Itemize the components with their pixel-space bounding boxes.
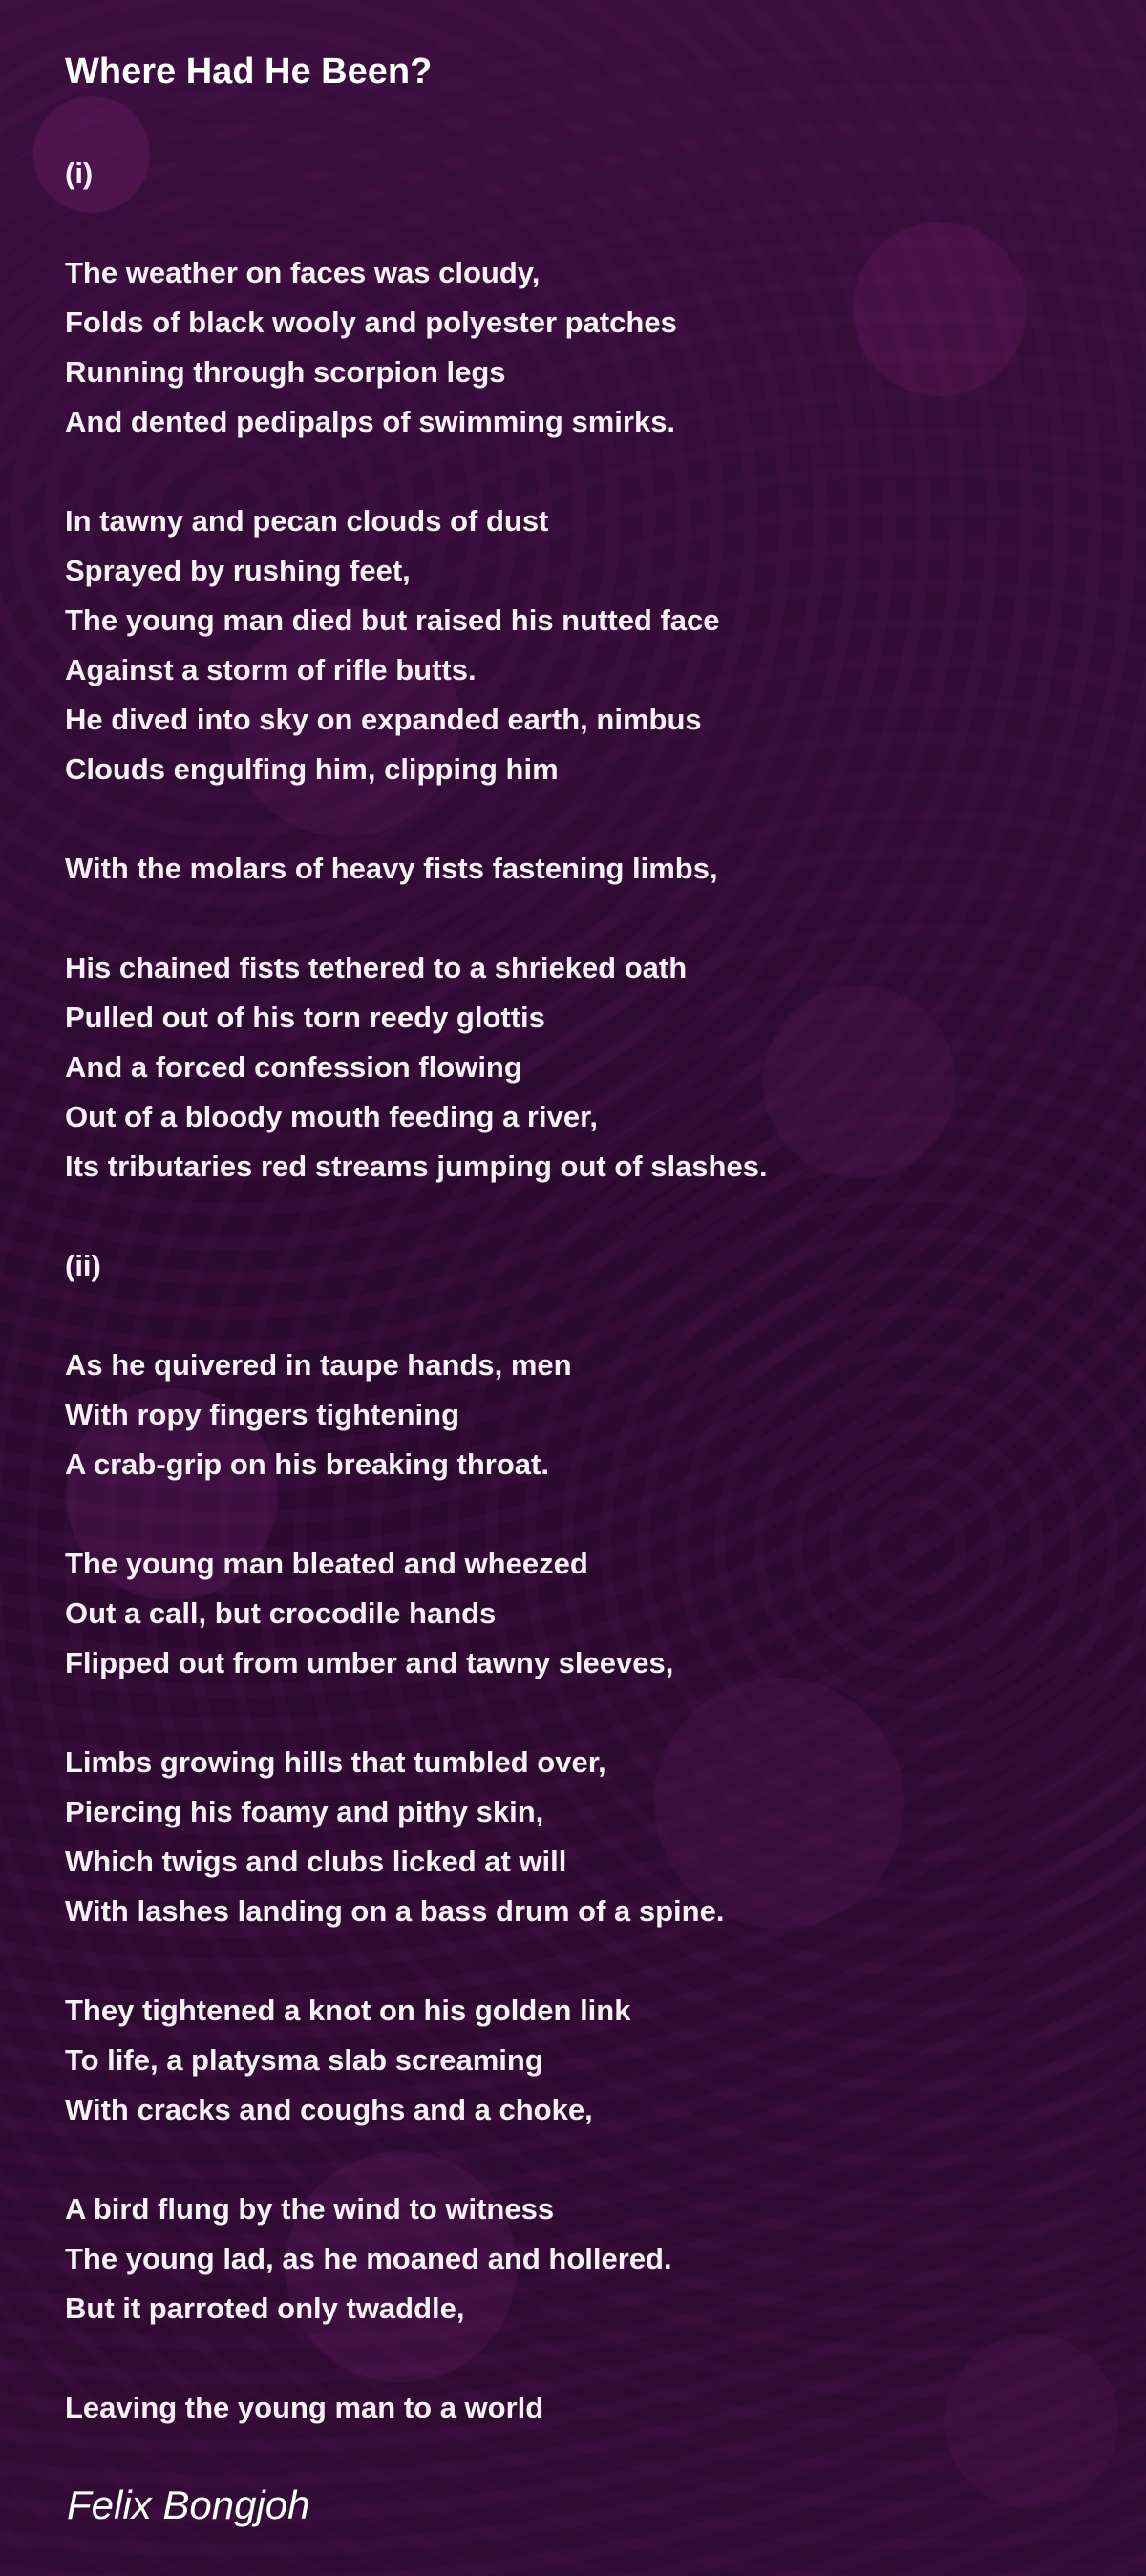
poem-line: Out of a bloody mouth feeding a river, — [65, 1100, 599, 1133]
stanza-break — [65, 199, 1115, 248]
poem-line: Out a call, but crocodile hands — [65, 1596, 497, 1630]
poem-line: Its tributaries red streams jumping out of slashes. — [65, 1150, 768, 1183]
poem-line: Leaving the young man to a world — [65, 2391, 544, 2424]
poem-line: The young lad, as he moaned and hollered. — [65, 2242, 672, 2275]
stanza-break — [65, 1192, 1115, 1241]
poem-line: With the molars of heavy fists fastening limbs, — [65, 852, 718, 885]
poem-line: They tightened a knot on his golden link — [65, 1994, 631, 2027]
poem-line: Folds of black wooly and polyester patches — [65, 306, 677, 339]
stanza-break — [65, 1489, 1115, 1539]
poem-line: A bird flung by the wind to witness — [65, 2192, 555, 2226]
poem-line: Limbs growing hills that tumbled over, — [65, 1745, 606, 1779]
stanza-break — [65, 2135, 1115, 2185]
poem-line: In tawny and pecan clouds of dust — [65, 504, 549, 538]
poem-line: The young man died but raised his nutted face — [65, 603, 720, 637]
stanza-break — [65, 1291, 1115, 1341]
poem-author: Felix Bongjoh — [67, 2482, 310, 2527]
poem-body — [65, 149, 1115, 2433]
poem-line: The young man bleated and wheezed — [65, 1547, 588, 1580]
poem-line: Pulled out of his torn reedy glottis — [65, 1001, 545, 1034]
poem-line: The weather on faces was cloudy, — [65, 256, 541, 289]
poem-line: His chained fists tethered to a shrieked oath — [65, 951, 688, 984]
poem-line: (ii) — [65, 1249, 101, 1282]
stanza-break — [65, 794, 1115, 844]
stanza-break — [65, 1936, 1115, 1986]
poem-line: A crab-grip on his breaking throat. — [65, 1447, 549, 1481]
poem-line: With cracks and coughs and a choke, — [65, 2093, 593, 2126]
poem-line: Against a storm of rifle butts. — [65, 653, 477, 686]
poem-line: He dived into sky on expanded earth, nimbus — [65, 703, 702, 736]
poem-line: Which twigs and clubs licked at will — [65, 1845, 567, 1878]
stanza-break — [65, 447, 1115, 496]
poem-line: To life, a platysma slab screaming — [65, 2043, 543, 2077]
poem-line: Piercing his foamy and pithy skin, — [65, 1795, 544, 1828]
poem-line: And a forced confession flowing — [65, 1050, 522, 1084]
poem-line: (i) — [65, 157, 94, 190]
poem-line: Clouds engulfing him, clipping him — [65, 752, 559, 786]
poem-line: Running through scorpion legs — [65, 355, 506, 389]
stanza-break — [65, 894, 1115, 943]
poem-line: And dented pedipalps of swimming smirks. — [65, 405, 676, 438]
poem-line: Sprayed by rushing feet, — [65, 554, 411, 587]
stanza-break — [65, 2333, 1115, 2383]
poem-line: As he quivered in taupe hands, men — [65, 1348, 572, 1382]
poem-title: Where Had He Been? — [65, 52, 433, 92]
poem-line: Flipped out from umber and tawny sleeves, — [65, 1646, 674, 1679]
poem-line: With lashes landing on a bass drum of a spine. — [65, 1894, 725, 1928]
stanza-break — [65, 1688, 1115, 1738]
poem-line: But it parroted only twaddle, — [65, 2291, 465, 2325]
poem-line: With ropy fingers tightening — [65, 1398, 460, 1431]
